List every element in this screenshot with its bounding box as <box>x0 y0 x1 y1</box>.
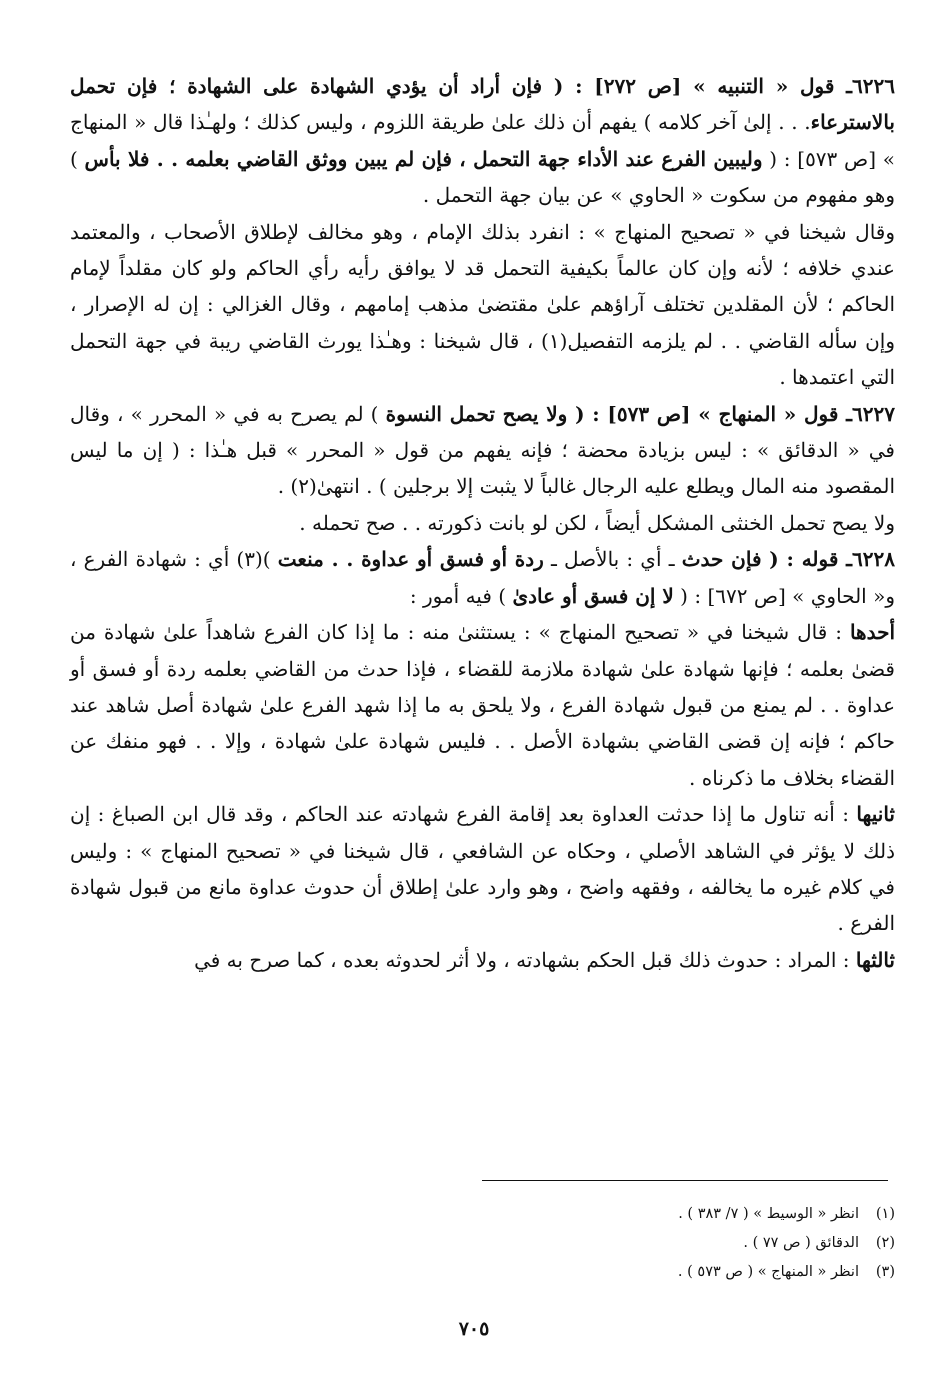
paragraph <box>70 68 895 214</box>
text-segment: ولا يصح تحمل الخنثى المشكل أيضاً ، لكن لو بانت ذكورته . . صح تحمله . <box>299 510 895 535</box>
text-segment: : المراد : حدوث ذلك قبل الحكم بشهادته ، ولا أثر لحدوثه بعده ، كما صرح به في <box>194 947 856 972</box>
footnote-text: الدقائق ( ص ٧٧ ) . <box>743 1235 859 1251</box>
bold-text-segment: لا إن فسق أو عادىٰ <box>512 583 674 608</box>
text-segment: )(٣) أي : شهادة الفرع ، و« الحاوي » [ص ٦٧٢] : ( <box>70 547 895 608</box>
text-segment: : أنه تناول ما إذا حدثت العداوة بعد إقامة الفرع شهادته عند الحاكم ، وقد قال ابن الصباغ : إن ذلك لا يؤثر في الشاهد الأصلي ، وحكاه عن الشافعي ، قال شيخنا في « تصحيح المنهاج » : وليس في كلام غيره ما يخالفه ، وفقهه واضح ، وهو وارد علىٰ إطلاق أن حدوث عداوة مانع من قبول شهادة الفرع . <box>70 802 895 936</box>
footnote-text: انظر « الوسيط » ( ٧/ ٣٨٣ ) . <box>678 1206 859 1222</box>
footnote <box>430 1229 895 1258</box>
footnote <box>430 1258 895 1287</box>
footnote-number: (٣) <box>875 1264 895 1280</box>
text-segment: ) فيه أمور : <box>409 583 513 608</box>
paragraph <box>70 796 895 942</box>
paragraph <box>70 505 895 541</box>
footnote-number: (١) <box>875 1206 895 1222</box>
bold-text-segment: وليبين الفرع عند الأداء جهة التحمل ، فإن لم يبين ووثق القاضي بعلمه . . فلا بأس <box>84 146 763 171</box>
text-segment: . . . إلىٰ آخر كلامه ) يفهم أن ذلك علىٰ طريقة اللزوم ، وليس كذلك ؛ ولهـٰذا قال « المنهاج » [ص ٥٧٣] : ( <box>70 110 895 171</box>
text-segment: : قال شيخنا في « تصحيح المنهاج » : يستثنىٰ منه : ما إذا كان الفرع شاهداً علىٰ شهادة من قضىٰ بعلمه ؛ فإنها شهادة علىٰ شهادة ملازمة للقضاء ، فإذا حدث من القاضي بعلمه ردة أو فسق أو عداوة . . لم يمنع من قبول شهادة الفرع ، ولا يلحق به ما إذا شهد الفرع علىٰ شهادة أصل شاهد عند حاكم ؛ فإنه إن قضى القاضي بشهادة الأصل . . فليس شهادة علىٰ شهادة ، وإلا . . فهو منفك عن القضاء بخلاف ما ذكرناه . <box>70 620 895 790</box>
bold-text-segment: فإن حدث <box>681 547 762 572</box>
bold-text-segment: ثانيها <box>856 802 895 827</box>
footnotes <box>430 1200 895 1287</box>
paragraph <box>70 614 895 796</box>
bold-text-segment: أحدها <box>849 620 895 645</box>
page-number: ٧٠٥ <box>458 1318 490 1340</box>
paragraph <box>70 214 895 396</box>
main-text <box>70 68 895 978</box>
bold-text-segment: ٦٢٢٦ـ قول « التنبيه » [ص ٢٧٢] : ( <box>542 74 895 98</box>
text-segment: وقال شيخنا في « تصحيح المنهاج » : انفرد بذلك الإمام ، وهو مخالف لإطلاق الأصحاب ، والمعتمد عندي خلافه ؛ لأنه وإن كان عالماً بكيفية التحمل قد لا يوافق رأيه رأي الحاكم ولو كان مقلداً لإمام الحاكم ؛ لأن المقلدين تختلف آراؤهم علىٰ مقتضىٰ مذهب إمامهم ، وقال الغزالي : إن له الإصرار ، وإن سأله القاضي . . لم يلزمه التفصيل(١) ، قال شيخنا : وهـٰذا يورث القاضي ريبة في جهة التحمل التي اعتمدها . <box>70 219 896 390</box>
text-segment: ) وهو مفهوم من سكوت « الحاوي » عن بيان جهة التحمل . <box>70 146 895 208</box>
paragraph <box>70 942 895 978</box>
bold-text-segment: ٦٢٢٨ـ قوله : ( <box>761 547 896 572</box>
bold-text-segment: فإن أراد أن يؤدي الشهادة على الشهادة ؛ فإن تحمل بالاسترعاء <box>70 74 895 135</box>
text-segment: ) لم يصرح به في « المحرر » ، وقال في « الدقائق » : ليس بزيادة محضة ؛ فإنه يفهم من قول « المحرر » قبل هـٰذا : ( إن ما ليس المقصود منه المال ويطلع عليه الرجال غالباً لا يثبت إلا برجلين ) . انتهىٰ(٢) . <box>70 401 895 499</box>
paragraph <box>70 396 895 505</box>
bold-text-segment: ولا يصح تحمل النسوة <box>385 401 568 426</box>
footnote <box>430 1200 895 1229</box>
footnote-number: (٢) <box>875 1235 895 1251</box>
bold-text-segment: ردة أو فسق أو عداوة . . منعت <box>277 547 544 572</box>
footnote-text: انظر « المنهاج » ( ص ٥٧٣ ) . <box>677 1264 859 1280</box>
bold-text-segment: ثالثها <box>855 947 895 972</box>
footnote-divider <box>482 1180 888 1181</box>
text-segment: ـ أي : بالأصل ـ <box>543 547 682 572</box>
bold-text-segment: ٦٢٢٧ـ قول « المنهاج » [ص ٥٧٣] : ( <box>567 401 896 426</box>
paragraph <box>70 541 895 614</box>
